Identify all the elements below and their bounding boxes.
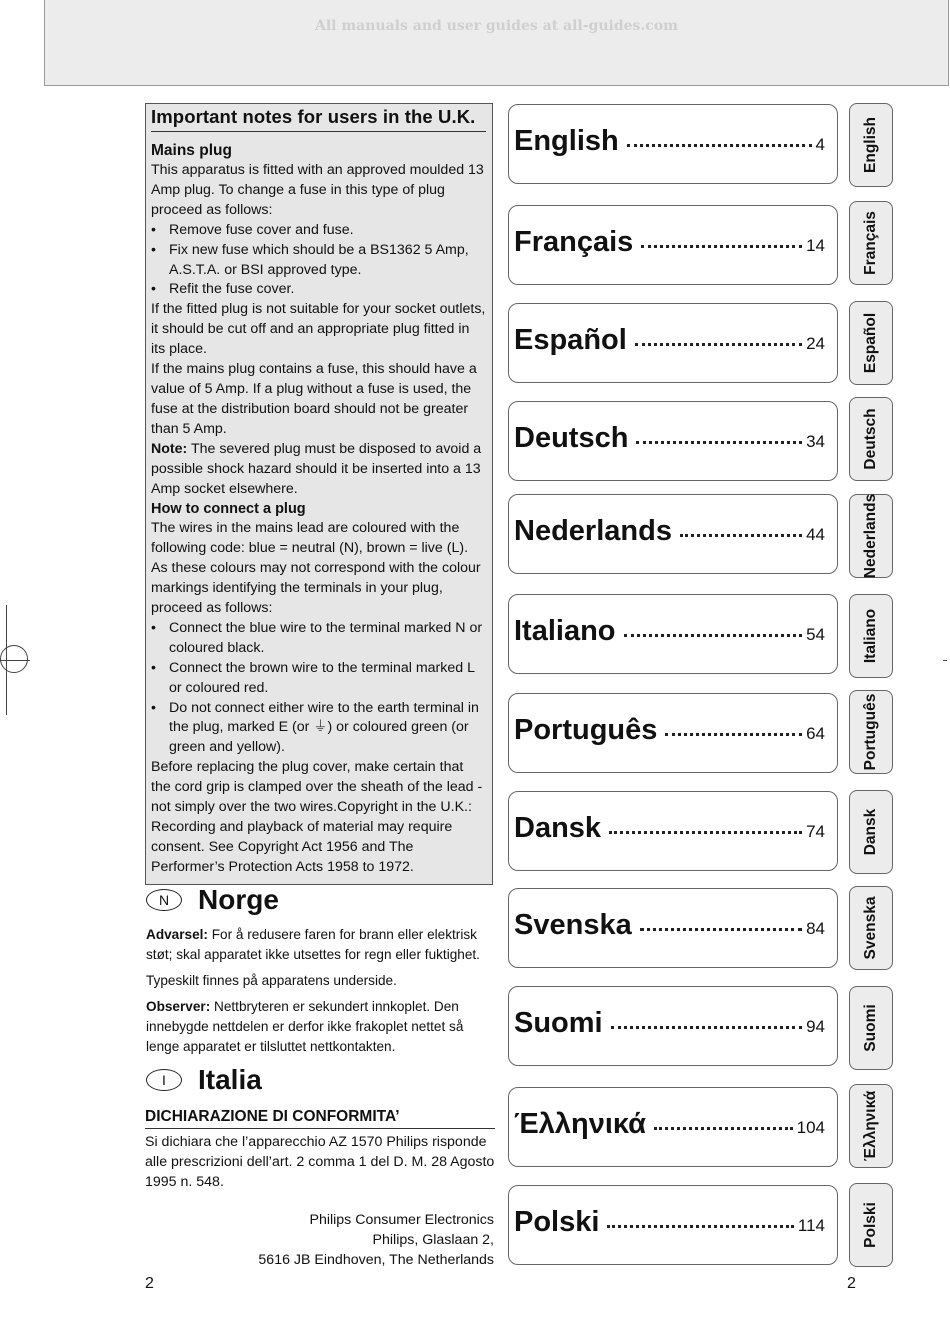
language-name: English (514, 125, 619, 157)
language-name: Nederlands (514, 515, 672, 547)
fuse-value-paragraph: If the mains plug contains a fuse, this should have a value of 5 Amp. If a plug without a fuse is used, the fuse at the distribution board should not be greater than 5 Amp. (151, 361, 477, 437)
language-tab-7[interactable] (849, 690, 893, 774)
language-entry-6[interactable] (508, 594, 838, 674)
dot-leader (611, 1026, 802, 1029)
language-page-number: 114 (797, 1216, 825, 1235)
language-tab-label: Nederlands (862, 493, 879, 579)
language-tab-label: Svenska (862, 896, 879, 960)
language-name: Français (514, 226, 634, 258)
language-entry-row (514, 324, 825, 357)
crop-mark-circle (0, 645, 28, 673)
fuse-step: • Remove fuse cover and fuse. (151, 221, 354, 238)
language-page-number: 64 (806, 724, 825, 743)
language-page-number: 24 (806, 334, 825, 353)
language-name: Polski (514, 1206, 600, 1238)
language-page-number: 34 (806, 432, 825, 451)
language-entry-1[interactable] (508, 104, 838, 184)
language-entry-5[interactable] (508, 494, 838, 574)
dot-leader (665, 733, 802, 736)
connect-step: • Do not connect either wire to the earth terminal in the plug, marked E (or ⏚) or coloured green (or green and yellow). (151, 699, 479, 756)
dot-leader (640, 928, 802, 931)
fuse-step: • Fix new fuse which should be a BS1362 5 Amp, A.S.T.A. or BSI approved type. (151, 241, 469, 278)
language-entry-row (514, 714, 825, 747)
language-tab-label: Polski (862, 1202, 879, 1248)
dot-leader (654, 1127, 793, 1130)
language-tab-label: Suomi (862, 1004, 879, 1052)
italia-title: Italia (198, 1064, 262, 1095)
language-tab-6[interactable] (849, 594, 893, 678)
fuse-step: • Refit the fuse cover. (151, 281, 295, 298)
mains-plug-intro: This apparatus is fitted with an approved moulded 13 Amp plug. To change a fuse in this type of plug proceed as follows: (151, 162, 484, 218)
language-name: Español (514, 324, 627, 356)
norge-letter-badge: N (146, 889, 182, 911)
note-label: Note: (151, 440, 188, 457)
norge-label-note: Typeskilt finnes på apparatens underside. (146, 973, 397, 988)
language-name: Italiano (514, 615, 616, 647)
connect-plug-heading: How to connect a plug (151, 501, 306, 518)
dot-leader (636, 441, 802, 444)
language-tab-label: Italiano (862, 608, 879, 664)
language-tab-9[interactable] (849, 886, 893, 970)
language-page-number: 94 (806, 1017, 825, 1036)
language-page-number: 44 (806, 525, 825, 544)
language-entry-7[interactable] (508, 693, 838, 773)
connect-step: • Connect the brown wire to the terminal marked L or coloured red. (151, 659, 475, 696)
dot-leader (680, 534, 802, 537)
language-entry-row (514, 515, 825, 548)
dot-leader (609, 831, 802, 834)
language-tab-label: Español (862, 312, 879, 374)
language-tab-2[interactable] (849, 201, 893, 285)
language-entry-4[interactable] (508, 401, 838, 481)
crop-mark-right (943, 660, 947, 661)
dot-leader (624, 634, 803, 637)
language-tab-label: Français (862, 211, 879, 275)
italia-subtitle: DICHIARAZIONE DI CONFORMITA’ (145, 1108, 495, 1129)
manufacturer-address: Philips Consumer Electronics Philips, Glaslaan 2, 5616 JB Eindhoven, The Netherlands (258, 1212, 494, 1268)
language-page-number: 54 (806, 625, 825, 644)
language-tab-5[interactable] (849, 494, 893, 578)
language-entry-11[interactable] (508, 1087, 838, 1167)
language-name: Έλληνικά (514, 1108, 646, 1140)
language-entry-10[interactable] (508, 986, 838, 1066)
language-entry-2[interactable] (508, 205, 838, 285)
dot-leader (607, 1225, 793, 1228)
language-name: Dansk (514, 812, 602, 844)
language-tab-4[interactable] (849, 397, 893, 481)
norge-title: Norge (198, 884, 279, 915)
language-entry-row (514, 1108, 825, 1141)
language-entry-row (514, 615, 825, 648)
language-tab-label: English (862, 117, 879, 173)
language-entry-row (514, 909, 825, 942)
dot-leader (635, 343, 802, 346)
page-number-left: 2 (145, 1275, 154, 1292)
language-entry-12[interactable] (508, 1185, 838, 1265)
mains-plug-heading: Mains plug (151, 142, 232, 159)
banner-text: All manuals and user guides at all-guides.com (315, 18, 678, 34)
language-name: Svenska (514, 909, 632, 941)
language-entry-row (514, 1206, 825, 1239)
language-entry-9[interactable] (508, 888, 838, 968)
norge-observe: Observer: Nettbryteren er sekundert innkoplet. Den innebygde nettdelen er derfor ikke frakoplet nettet så lenge apparatet er tilsluttet nettkontakten. (146, 999, 464, 1054)
language-page-number: 104 (796, 1118, 825, 1137)
language-page-number: 4 (815, 135, 825, 154)
language-name: Português (514, 714, 658, 746)
language-page-number: 14 (806, 236, 825, 255)
wire-colours-paragraph: The wires in the mains lead are coloured with the following code: blue = neutral (N), brown = live (L). As these colours may not correspond with the colour markings identifying the terminals in your plug, proceed as follows: (151, 520, 481, 617)
dot-leader (641, 245, 802, 248)
language-tab-11[interactable] (849, 1084, 893, 1168)
page-number-right: 2 (847, 1275, 856, 1292)
language-tab-label: Português (862, 693, 879, 771)
language-entry-3[interactable] (508, 303, 838, 383)
language-entry-8[interactable] (508, 791, 838, 871)
language-tab-1[interactable] (849, 103, 893, 187)
language-page-number: 74 (806, 822, 825, 841)
language-tab-label: Έλληνικά (862, 1090, 879, 1162)
language-entry-row (514, 125, 825, 158)
language-tab-3[interactable] (849, 301, 893, 385)
language-tab-8[interactable] (849, 790, 893, 874)
language-entry-row (514, 812, 825, 845)
norge-warning: Advarsel: For å redusere faren for brann eller elektrisk støt; skal apparatet ikke utsettes for regn eller fuktighet. (146, 927, 480, 962)
language-tab-label: Dansk (862, 808, 879, 856)
note-paragraph: Note: The severed plug must be disposed to avoid a possible shock hazard should it be inserted into a 13 Amp socket elsewhere. (151, 440, 482, 497)
language-name: Suomi (514, 1007, 603, 1039)
language-tab-10[interactable] (849, 986, 893, 1070)
language-tab-12[interactable] (849, 1183, 893, 1267)
uk-notes-box (145, 103, 493, 885)
italia-heading (146, 1064, 262, 1096)
language-page-number: 84 (806, 919, 825, 938)
language-entry-row (514, 422, 825, 455)
connect-step: • Connect the blue wire to the terminal marked N or coloured black. (151, 619, 483, 656)
italia-letter-badge: I (146, 1069, 182, 1091)
language-name: Deutsch (514, 422, 629, 454)
site-banner (44, 0, 949, 86)
language-tab-label: Deutsch (862, 408, 879, 470)
language-entry-row (514, 226, 825, 259)
language-entry-row (514, 1007, 825, 1040)
norge-heading (146, 884, 279, 916)
norge-text (146, 925, 496, 1063)
cut-off-paragraph: If the fitted plug is not suitable for your socket outlets, it should be cut off and an appropriate plug fitted in its place. (151, 301, 486, 358)
italia-text: Si dichiara che l’apparecchio AZ 1570 Philips risponde alle prescrizioni dell’art. 2 comma 1 del D. M. 28 Agosto 1995 n. 548. (145, 1134, 495, 1190)
dot-leader (627, 144, 812, 147)
uk-notes-title: Important notes for users in the U.K. (151, 104, 486, 132)
closing-paragraph: Before replacing the plug cover, make certain that the cord grip is clamped over the sheath of the lead - not simply over the two wires.Copyright in the U.K.: Recording and playback of material may require consent. See Copyright Act 1956 and The Performer’s Protection Acts 1958 to 1972. (151, 759, 483, 875)
